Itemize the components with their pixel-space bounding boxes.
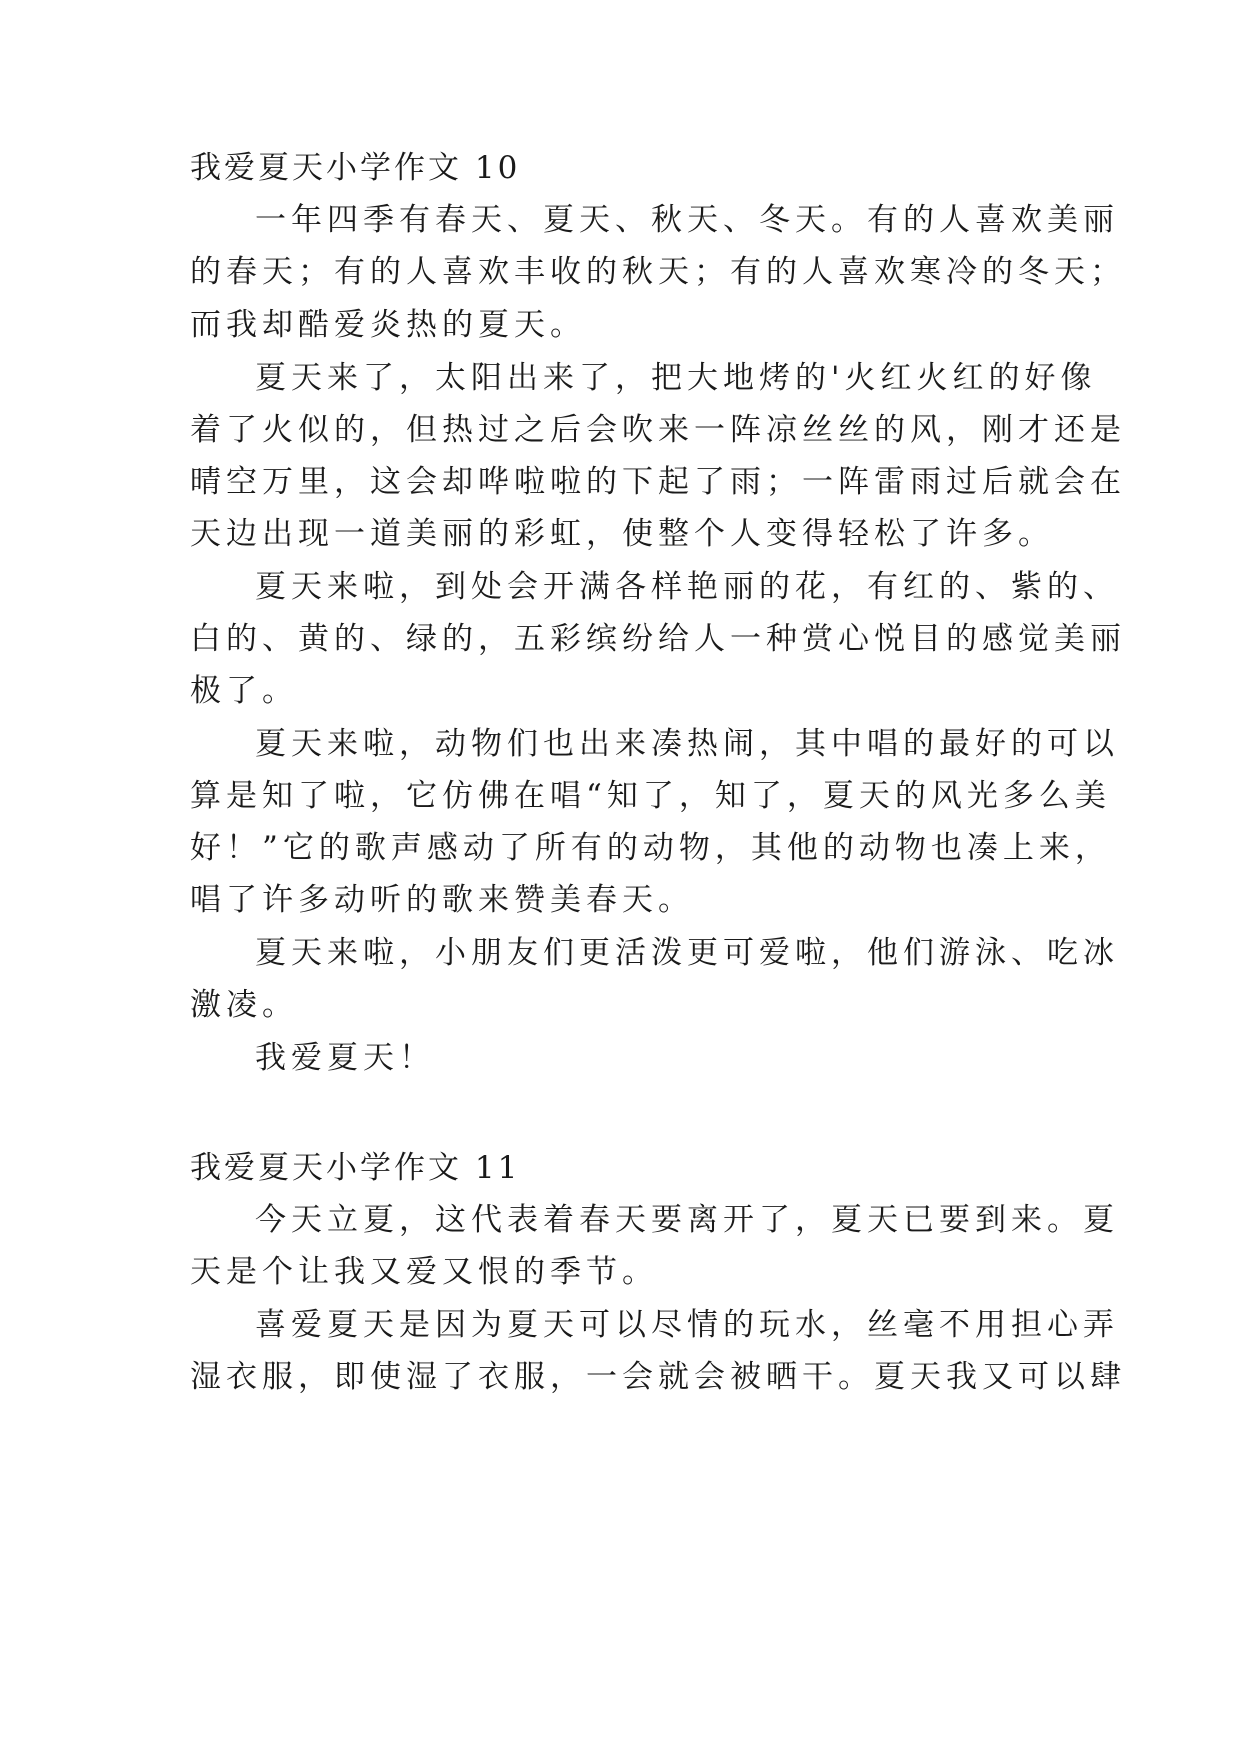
text-line: 夏天来啦，动物们也出来凑热闹，其中唱的最好的可以 xyxy=(255,726,1119,762)
text-line: 夏天来了，太阳出来了，把大地烤的'火红火红的好像 xyxy=(255,360,1097,396)
text-line: 我爱夏天！ xyxy=(255,1040,435,1076)
text-line: 天是个让我又爱又恨的季节。 xyxy=(190,1254,658,1290)
text-line: 激凌。 xyxy=(190,987,298,1023)
text-line: 湿衣服，即使湿了衣服，一会就会被晒干。夏天我又可以肆 xyxy=(190,1359,1126,1395)
text-line: 白的、黄的、绿的，五彩缤纷给人一种赏心悦目的感觉美丽 xyxy=(190,621,1126,657)
text-line: 天边出现一道美丽的彩虹，使整个人变得轻松了许多。 xyxy=(190,516,1054,552)
text-line: 算是知了啦，它仿佛在唱“知了，知了，夏天的风光多么美 xyxy=(190,778,1111,814)
text-line: 喜爱夏天是因为夏天可以尽情的玩水，丝毫不用担心弄 xyxy=(255,1307,1119,1343)
text-line: 夏天来啦，小朋友们更活泼更可爱啦，他们游泳、吃冰 xyxy=(255,935,1119,971)
text-line: 唱了许多动听的歌来赞美春天。 xyxy=(190,882,694,918)
text-line: 晴空万里，这会却哗啦啦的下起了雨；一阵雷雨过后就会在 xyxy=(190,464,1126,500)
text-line: 夏天来啦，到处会开满各样艳丽的花，有红的、紫的、 xyxy=(255,569,1119,605)
text-line: 的春天；有的人喜欢丰收的秋天；有的人喜欢寒冷的冬天； xyxy=(190,254,1126,290)
essay-title: 我爱夏天小学作文 11 xyxy=(190,1150,521,1186)
text-line: 一年四季有春天、夏天、秋天、冬天。有的人喜欢美丽 xyxy=(255,202,1119,238)
essay-title: 我爱夏天小学作文 10 xyxy=(190,150,521,186)
text-line: 着了火似的，但热过之后会吹来一阵凉丝丝的风，刚才还是 xyxy=(190,412,1126,448)
text-line: 极了。 xyxy=(190,673,298,709)
text-line: 而我却酷爱炎热的夏天。 xyxy=(190,307,586,343)
text-line: 好！”它的歌声感动了所有的动物，其他的动物也凑上来， xyxy=(190,830,1111,866)
text-line: 今天立夏，这代表着春天要离开了，夏天已要到来。夏 xyxy=(255,1202,1119,1238)
